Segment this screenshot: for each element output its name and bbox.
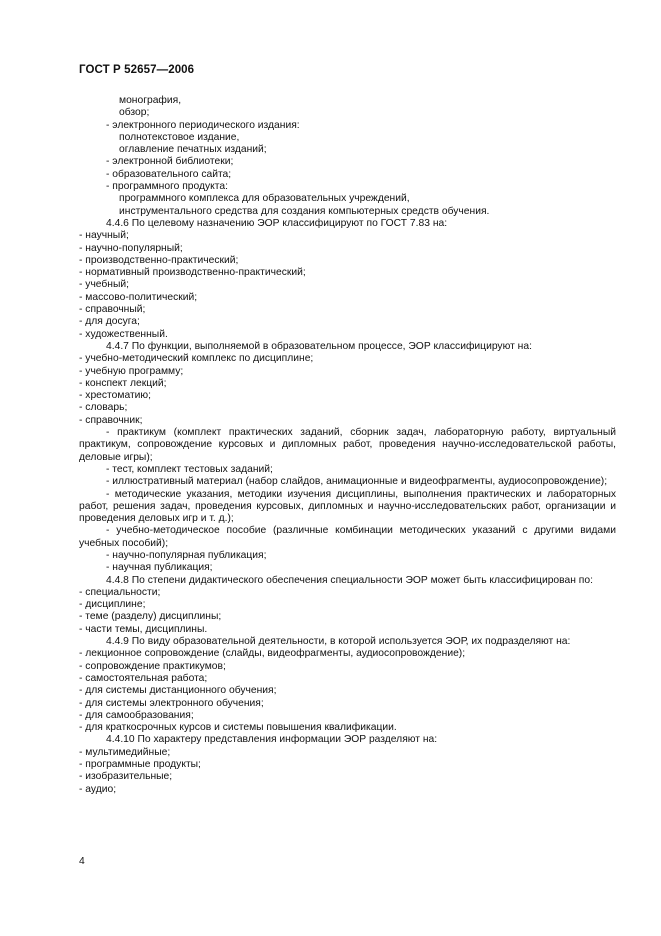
text-line: - программного продукта: [106,181,228,193]
text-line: монография, [119,95,182,106]
text-line: - справочник; [79,414,143,426]
text-line: - образовательного сайта; [106,168,232,180]
text-line: полнотекстовое издание, [119,131,240,143]
text-line: - для системы электронного обучения; [79,697,264,709]
text-line: - массово-политический; [79,291,198,303]
text-line: инструментального средства для создания компьютерных средств обучения. [119,205,490,217]
text-line: - нормативный производственно-практический; [79,267,306,279]
text-line: - словарь; [79,402,128,414]
text-line: обзор; [119,107,150,119]
text-paragraph: - практикум (комплект практических заданий, сборник задач, лабораторную работу, виртуальный практикум, сопровождение курсовых и дипломных работ, проведения научно-исследовательской работы, деловые игры); [79,427,616,463]
text-line: - хрестоматию; [79,390,151,402]
text-line: - научный; [79,230,129,242]
text-line: - изобразительные; [79,771,173,783]
document-body [79,95,616,796]
text-line: 4.4.10 По характеру представления информации ЭОР разделяют на: [106,734,438,746]
text-line: - для досуга; [79,316,140,328]
text-line: - для самообразования; [79,709,194,721]
text-line: - специальности; [79,586,161,598]
text-line: - сопровождение практикумов; [79,660,226,672]
text-line: - лекционное сопровождение (слайды, видеофрагменты, аудиосопровождение); [79,648,466,660]
text-line: - электронной библиотеки; [106,156,234,168]
text-line: - дисциплине; [79,599,146,611]
page-number: 4 [79,856,85,867]
text-line: - электронного периодического издания: [106,119,300,131]
text-line: - научно-популярный; [79,242,183,254]
text-line: - для краткосрочных курсов и системы повышения квалификации. [79,722,397,734]
text-line: - тест, комплект тестовых заданий; [106,463,273,475]
text-line: - художественный. [79,328,168,340]
text-line: - учебный; [79,279,130,291]
text-line: 4.4.8 По степени дидактического обеспечения специальности ЭОР может быть классифицирован по: [106,574,593,586]
text-line: - справочный; [79,304,146,316]
text-line: 4.4.6 По целевому назначению ЭОР классифицируют по ГОСТ 7.83 на: [106,217,448,229]
text-line: - для системы дистанционного обучения; [79,685,277,697]
text-line: 4.4.9 По виду образовательной деятельности, в которой используется ЭОР, их подразделяют на: [106,636,571,648]
text-line: - научная публикация; [106,562,213,574]
text-paragraph: - методические указания, методики изучения дисциплины, выполнения практических и лабораторных работ, решения задач, проведения курсовых, дипломных и научно-исследовательских работ, организации и проведения деловых игр и т. д.); [79,488,616,525]
text-line: - программные продукты; [79,759,201,771]
text-line: программного комплекса для образовательных учреждений, [119,193,410,205]
text-line: - учебно-методический комплекс по дисциплине; [79,353,314,365]
text-line: - производственно-практический; [79,254,239,266]
text-paragraph: - иллюстративный материал (набор слайдов, анимационные и видеофрагменты, аудиосопровождение); [106,476,608,488]
text-line: - части темы, дисциплины. [79,623,208,635]
text-paragraph: - учебно-методическое пособие (различные комбинации методических указаний с другими видами учебных пособий); [79,525,616,549]
text-line: 4.4.7 По функции, выполняемой в образовательном процессе, ЭОР классифицируют на: [106,340,532,352]
text-line: - учебную программу; [79,365,184,377]
text-line: - конспект лекций; [79,377,167,389]
text-line: - теме (разделу) дисциплины; [79,611,222,623]
document-header: ГОСТ Р 52657—2006 [79,64,195,76]
text-line: - мультимедийные; [79,746,171,758]
text-line: - самостоятельная работа; [79,672,208,684]
text-line: - аудио; [79,783,117,795]
text-line: - научно-популярная публикация; [106,549,267,561]
text-line: оглавление печатных изданий; [119,144,267,156]
